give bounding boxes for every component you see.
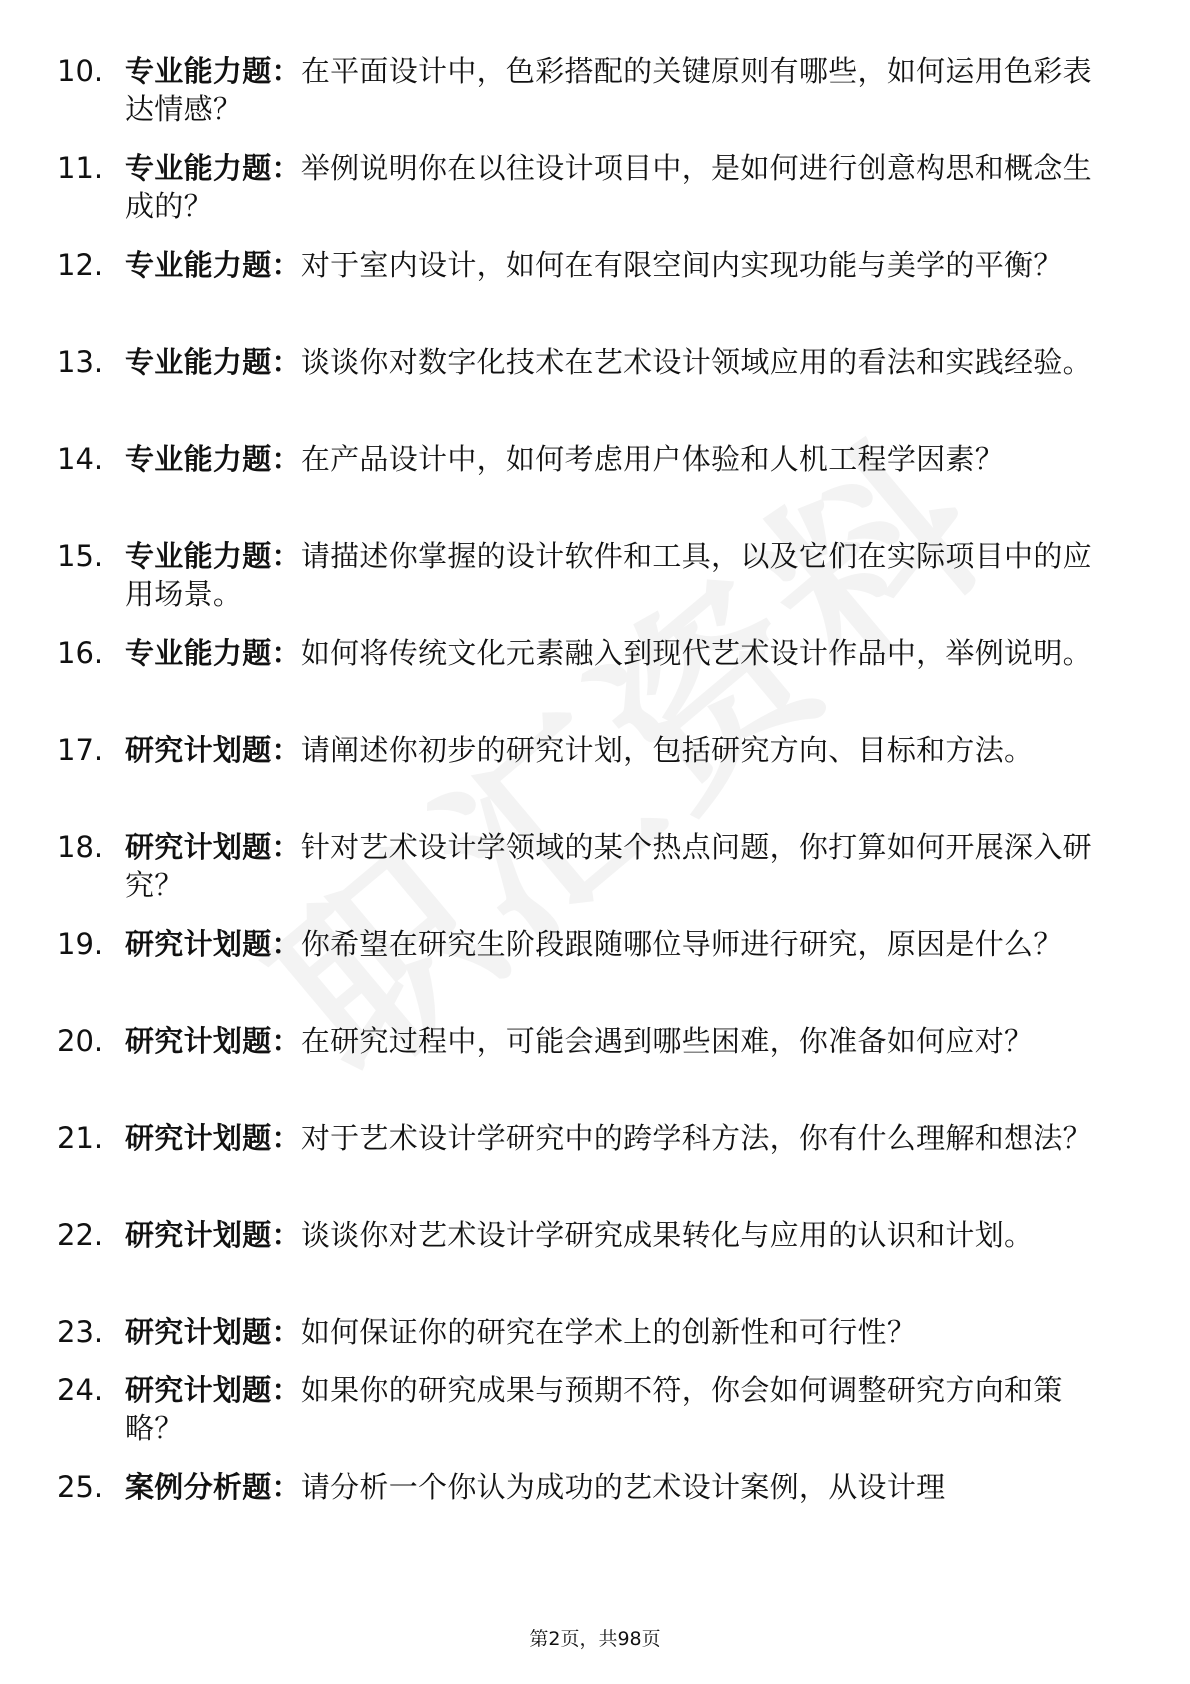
question-number: 12. bbox=[57, 248, 104, 282]
question-category: 专业能力题： bbox=[125, 539, 301, 573]
question-item bbox=[0, 149, 1190, 229]
question-item bbox=[0, 1468, 1190, 1548]
question-item bbox=[0, 537, 1190, 617]
question-body: 谈谈你对艺术设计学研究成果转化与应用的认识和计划。 bbox=[300, 1218, 1034, 1252]
question-item bbox=[0, 246, 1190, 326]
question-number: 22. bbox=[57, 1218, 104, 1252]
question-number: 15. bbox=[57, 539, 104, 573]
question-text bbox=[125, 634, 1110, 672]
question-body: 对于艺术设计学研究中的跨学科方法，你有什么理解和想法？ bbox=[300, 1121, 1092, 1155]
question-category: 研究计划题： bbox=[125, 1373, 301, 1407]
question-text bbox=[125, 1313, 1110, 1351]
question-item bbox=[0, 52, 1190, 132]
question-body: 如何保证你的研究在学术上的创新性和可行性？ bbox=[300, 1315, 917, 1349]
question-body: 在平面设计中，色彩搭配的关键原则有哪些，如何运用色彩表达情感？ bbox=[125, 54, 1092, 126]
question-item bbox=[0, 440, 1190, 520]
question-category: 专业能力题： bbox=[125, 636, 301, 670]
question-number: 23. bbox=[57, 1315, 104, 1349]
question-number: 17. bbox=[57, 733, 104, 767]
question-item bbox=[0, 1216, 1190, 1296]
question-text bbox=[125, 1216, 1110, 1254]
question-item bbox=[0, 343, 1190, 423]
question-category: 案例分析题： bbox=[125, 1470, 301, 1504]
question-body: 请分析一个你认为成功的艺术设计案例，从设计理 bbox=[300, 1470, 946, 1504]
question-body: 请描述你掌握的设计软件和工具，以及它们在实际项目中的应用场景。 bbox=[125, 539, 1092, 611]
question-category: 研究计划题： bbox=[125, 927, 301, 961]
question-text bbox=[125, 52, 1110, 128]
question-category: 研究计划题： bbox=[125, 1218, 301, 1252]
question-number: 10. bbox=[57, 54, 104, 88]
question-item bbox=[0, 634, 1190, 714]
question-text bbox=[125, 440, 1110, 478]
question-text bbox=[125, 731, 1110, 769]
question-text bbox=[125, 149, 1110, 225]
question-item bbox=[0, 731, 1190, 811]
question-body: 在产品设计中，如何考虑用户体验和人机工程学因素？ bbox=[300, 442, 1005, 476]
question-body: 你希望在研究生阶段跟随哪位导师进行研究，原因是什么？ bbox=[300, 927, 1063, 961]
question-number: 19. bbox=[57, 927, 104, 961]
question-item bbox=[0, 925, 1190, 1005]
question-body: 举例说明你在以往设计项目中，是如何进行创意构思和概念生成的？ bbox=[125, 151, 1092, 223]
question-category: 研究计划题： bbox=[125, 1024, 301, 1058]
question-number: 14. bbox=[57, 442, 104, 476]
question-body: 如何将传统文化元素融入到现代艺术设计作品中，举例说明。 bbox=[300, 636, 1092, 670]
question-item bbox=[0, 1119, 1190, 1199]
question-number: 24. bbox=[57, 1373, 104, 1407]
question-number: 18. bbox=[57, 830, 104, 864]
question-item bbox=[0, 1371, 1190, 1451]
question-category: 专业能力题： bbox=[125, 54, 301, 88]
question-number: 25. bbox=[57, 1470, 104, 1504]
question-number: 13. bbox=[57, 345, 104, 379]
question-text bbox=[125, 925, 1110, 963]
question-number: 21. bbox=[57, 1121, 104, 1155]
question-text bbox=[125, 343, 1110, 381]
question-text bbox=[125, 828, 1110, 904]
question-text bbox=[125, 1468, 1110, 1506]
question-body: 如果你的研究成果与预期不符，你会如何调整研究方向和策略？ bbox=[125, 1373, 1063, 1445]
question-text bbox=[125, 246, 1110, 284]
question-item bbox=[0, 1022, 1190, 1102]
question-category: 研究计划题： bbox=[125, 1315, 301, 1349]
question-text bbox=[125, 1022, 1110, 1060]
page-number: 第2页，共98页 bbox=[529, 1628, 661, 1650]
question-category: 研究计划题： bbox=[125, 733, 301, 767]
question-category: 研究计划题： bbox=[125, 1121, 301, 1155]
question-category: 专业能力题： bbox=[125, 442, 301, 476]
question-number: 16. bbox=[57, 636, 104, 670]
question-body: 对于室内设计，如何在有限空间内实现功能与美学的平衡？ bbox=[300, 248, 1063, 282]
question-text bbox=[125, 1119, 1110, 1157]
question-category: 专业能力题： bbox=[125, 248, 301, 282]
question-category: 专业能力题： bbox=[125, 151, 301, 185]
question-text bbox=[125, 537, 1110, 613]
question-number: 20. bbox=[57, 1024, 104, 1058]
question-number: 11. bbox=[57, 151, 104, 185]
question-category: 专业能力题： bbox=[125, 345, 301, 379]
question-body: 在研究过程中，可能会遇到哪些困难，你准备如何应对？ bbox=[300, 1024, 1034, 1058]
question-body: 请阐述你初步的研究计划，包括研究方向、目标和方法。 bbox=[300, 733, 1034, 767]
question-category: 研究计划题： bbox=[125, 830, 301, 864]
question-item bbox=[0, 828, 1190, 908]
question-body: 针对艺术设计学领域的某个热点问题，你打算如何开展深入研究？ bbox=[125, 830, 1092, 902]
question-text bbox=[125, 1371, 1110, 1447]
question-body: 谈谈你对数字化技术在艺术设计领域应用的看法和实践经验。 bbox=[300, 345, 1092, 379]
